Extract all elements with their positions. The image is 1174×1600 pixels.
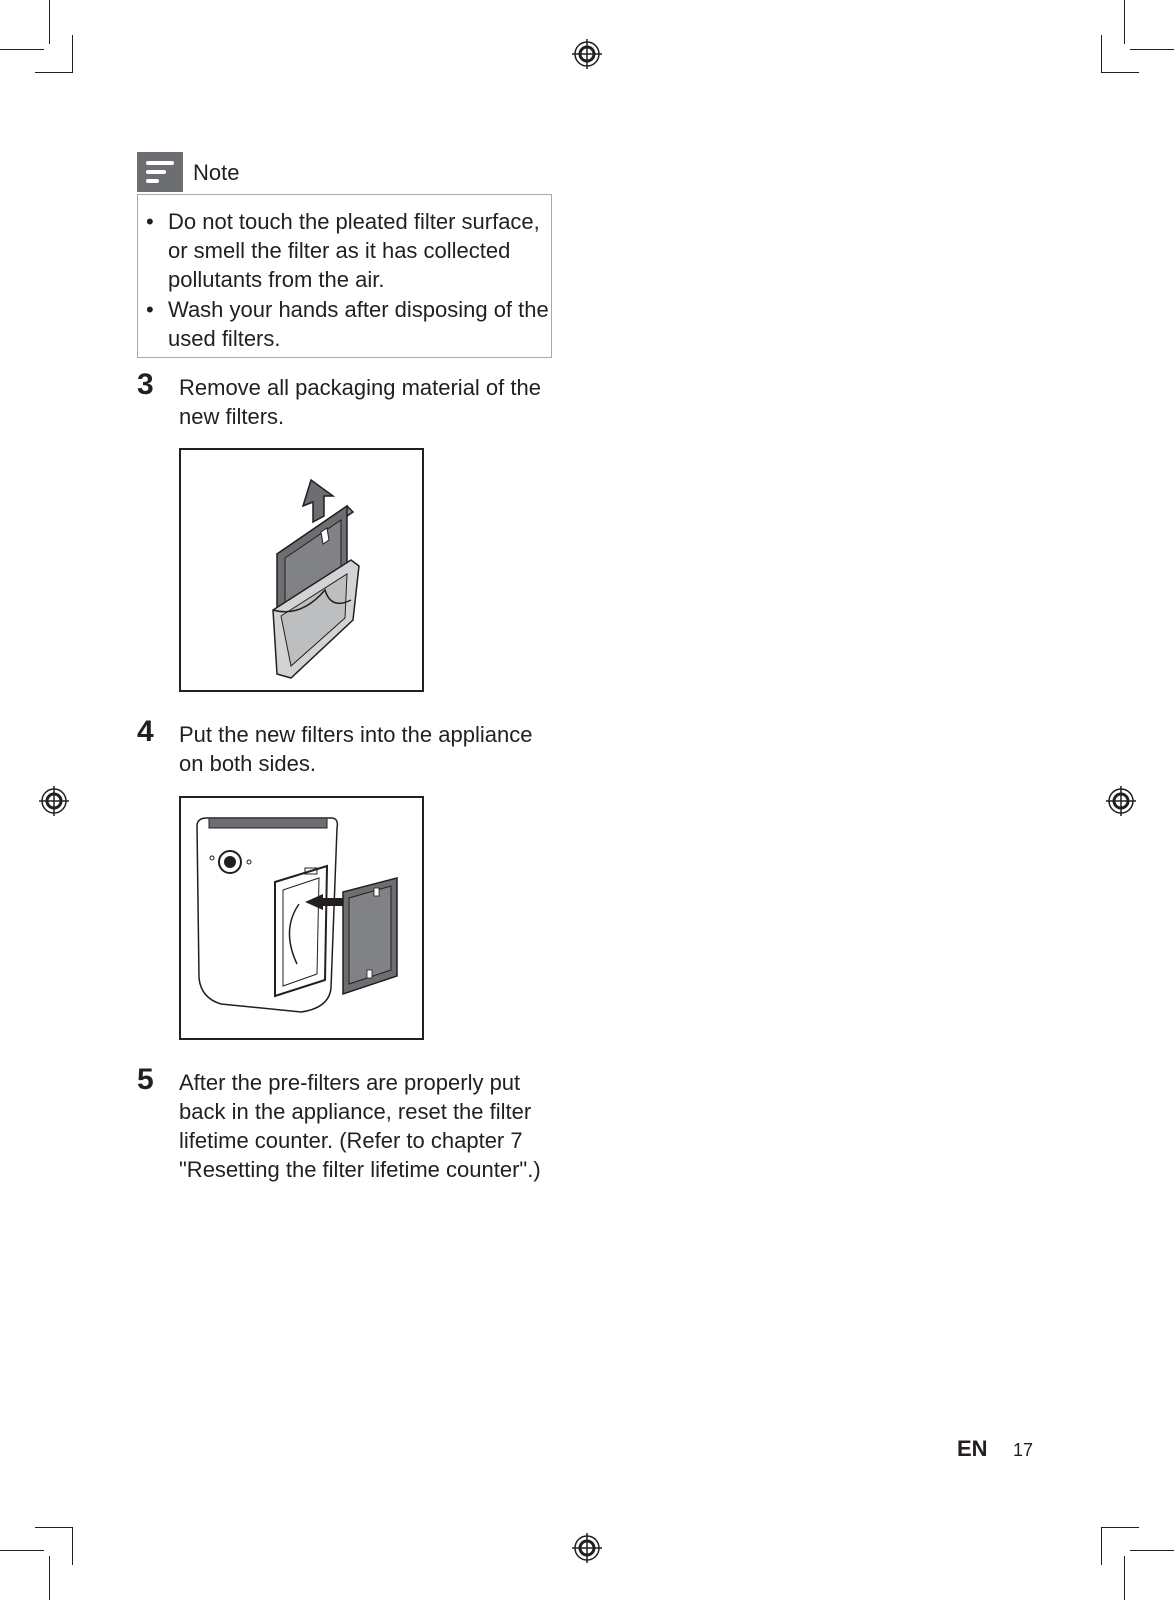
bullet-dot: • [146,297,154,322]
bullet-dot: • [146,209,154,234]
note-bullet-text: Do not touch the pleated filter surface, or smell the filter as it has collected pollutants from the air. [168,209,540,292]
step-text: After the pre-filters are properly put back in the appliance, reset the filter lifetime counter. (Refer to chapter 7 "Resetting the filter lifetime counter".) [179,1070,541,1182]
note-bullet-text: Wash your hands after disposing of the used filters. [168,297,549,351]
step-number: 4 [137,715,154,748]
step-number: 3 [137,368,154,401]
registration-mark-right-icon [1106,786,1136,816]
step-number: 5 [137,1063,154,1096]
filter-insertion-illustration-icon [181,798,422,1038]
registration-mark-top-icon [572,39,602,69]
step-text: Remove all packaging material of the new filters. [179,375,541,429]
step-text: Put the new filters into the appliance on both sides. [179,722,533,776]
registration-mark-bottom-icon [572,1533,602,1563]
note-box [137,194,552,358]
note-icon [137,152,183,192]
filter-unpacking-illustration-icon [181,450,422,690]
figure-filter-insertion [179,796,424,1040]
note-title: Note [193,160,240,185]
registration-mark-left-icon [39,786,69,816]
page-number: 17 [1013,1440,1034,1460]
figure-filter-unpacking [179,448,424,692]
footer-language: EN [957,1436,988,1461]
